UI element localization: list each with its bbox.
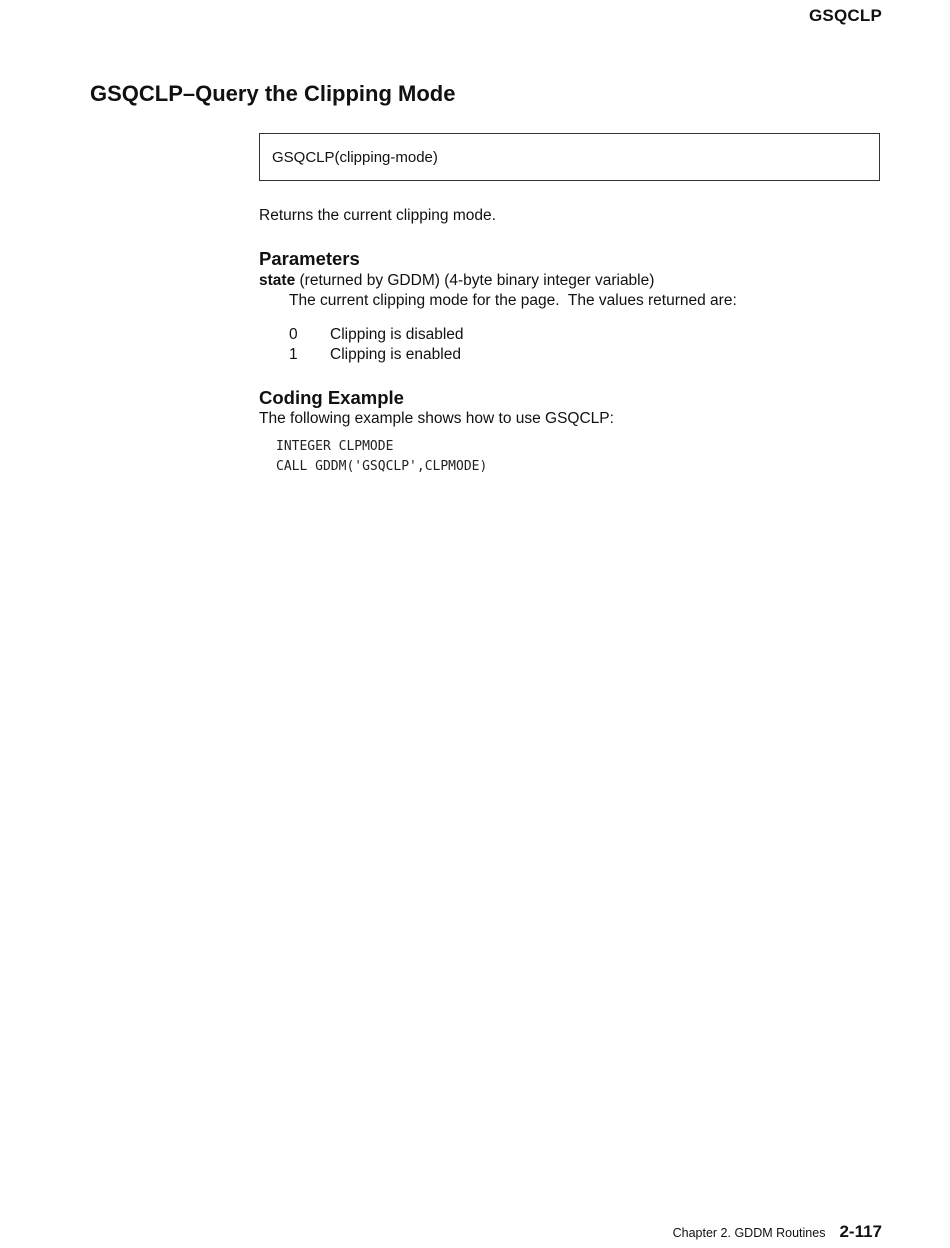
value-meaning: Clipping is enabled — [330, 346, 461, 363]
syntax-text: GSQCLP(clipping-mode) — [272, 149, 438, 166]
page-footer — [673, 1222, 882, 1242]
parameter-description: The current clipping mode for the page. The values returned are: — [289, 292, 737, 309]
page-number: 2-117 — [839, 1222, 882, 1241]
value-meaning: Clipping is disabled — [330, 326, 464, 343]
parameters-heading: Parameters — [259, 248, 360, 269]
page-title: GSQCLP–Query the Clipping Mode — [90, 81, 456, 106]
value-row — [289, 346, 461, 364]
parameter-definition — [259, 272, 654, 290]
intro-text: Returns the current clipping mode. — [259, 207, 496, 224]
coding-example-heading: Coding Example — [259, 387, 404, 408]
value-code: 1 — [289, 346, 298, 363]
parameter-name: state — [259, 272, 296, 289]
footer-chapter: Chapter 2. GDDM Routines — [672, 1226, 826, 1240]
syntax-box — [259, 133, 880, 181]
parameter-qualifier: (returned by GDDM) (4-byte binary integer variable) — [295, 272, 655, 289]
code-line: CALL GDDM('GSQCLP',CLPMODE) — [276, 459, 488, 474]
value-code: 0 — [289, 326, 298, 343]
code-line: INTEGER CLPMODE — [276, 439, 394, 454]
coding-example-intro: The following example shows how to use GSQCLP: — [259, 410, 614, 427]
running-head: GSQCLP — [809, 6, 882, 25]
value-row — [289, 326, 464, 344]
